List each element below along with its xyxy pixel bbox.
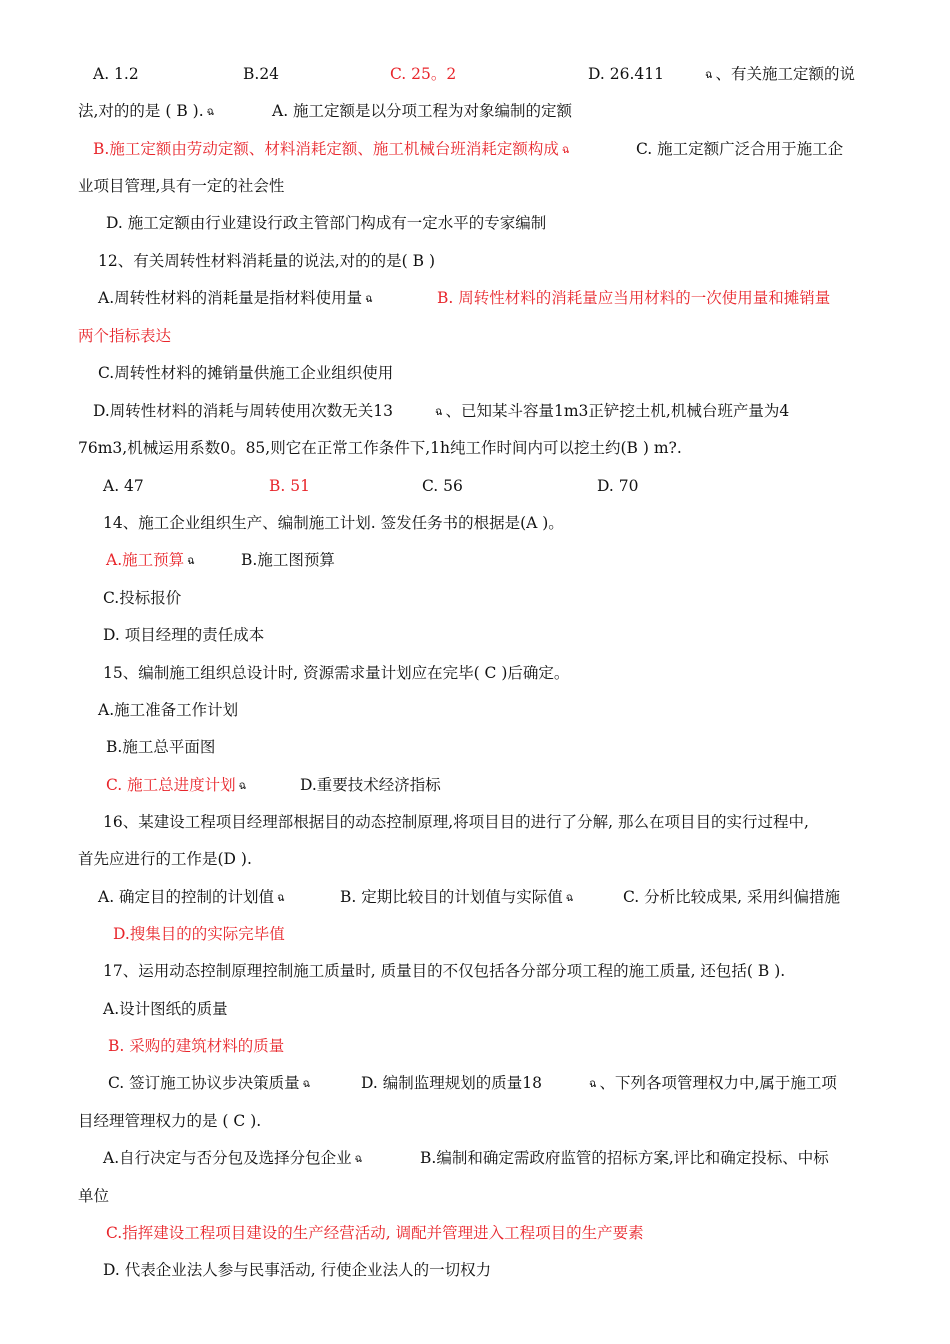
option-d: D. 70 xyxy=(597,477,639,495)
options-row xyxy=(0,1148,950,1168)
question-11-options-row xyxy=(0,64,950,84)
question-stem: 14、施工企业组织生产、编制施工计划. 签发任务书的根据是(A )。 xyxy=(103,514,564,532)
question-stem: 15、编制施工组织总设计时, 资源需求量计划应在完毕( C )后确定。 xyxy=(103,664,570,682)
option-d-correct: D.搜集目的的实际完毕值 xyxy=(113,925,285,943)
option-a: A.设计图纸的质量 xyxy=(103,1000,228,1018)
question-stem: 17、运用动态控制原理控制施工质量时, 质量目的不仅包括各分部分项工程的施工质量, 还包括( B ). xyxy=(103,962,786,980)
option-c: C. 施工定额广泛合用于施工企 xyxy=(636,140,844,158)
separator-icon: ฉ xyxy=(589,1077,597,1090)
options-row xyxy=(0,887,950,907)
option-b-continuation: 单位 xyxy=(78,1187,110,1205)
option-b: B.编制和确定需政府监管的招标方案,评比和确定投标、中标 xyxy=(420,1149,829,1167)
option-b-correct: B. 周转性材料的消耗量应当用材料的一次使用量和摊销量 xyxy=(437,289,831,307)
option-b-correct: B. 51 xyxy=(269,477,310,495)
option-continuation: 业项目管理,具有一定的社会性 xyxy=(78,177,285,195)
option-b-correct: B. 采购的建筑材料的质量 xyxy=(108,1037,285,1055)
separator-icon: ฉ xyxy=(187,554,195,567)
option-c: C.周转性材料的摊销量供施工企业组织使用 xyxy=(98,364,394,382)
option-a: A. 47 xyxy=(103,477,144,495)
option-a: A. 1.2 xyxy=(93,65,139,83)
option-c-correct: C.指挥建设工程项目建设的生产经营活动, 调配并管理进入工程项目的生产要素 xyxy=(106,1224,644,1242)
question-stem: 16、某建设工程项目经理部根据目的动态控制原理,将项目目的进行了分解, 那么在项目目的实行过程中, xyxy=(103,813,809,831)
option-c: C. 56 xyxy=(422,477,463,495)
separator-icon: ฉ xyxy=(365,292,373,305)
option-b: B.施工总平面图 xyxy=(106,738,216,756)
option-d: D. 施工定额由行业建设行政主管部门构成有一定水平的专家编制 xyxy=(106,214,547,232)
options-row xyxy=(0,139,950,159)
separator-icon: ฉ xyxy=(238,779,247,792)
option-a: A. 施工定额是以分项工程为对象编制的定额 xyxy=(272,102,573,120)
option-c: C. 签订施工协议步决策质量 ฉ xyxy=(108,1074,311,1092)
options-row xyxy=(0,476,950,496)
option-a-correct: A.施工预算 ฉ xyxy=(106,551,195,569)
question-12-intro: ฉ 、有关施工定额的说 xyxy=(705,65,856,83)
separator-icon: ฉ xyxy=(561,143,570,156)
question-stem-continuation: 首先应进行的工作是(D ). xyxy=(78,850,252,868)
option-c: C.投标报价 xyxy=(103,589,182,607)
question-18-intro: ฉ 、下列各项管理权力中,属于施工项 xyxy=(589,1074,837,1092)
question-stem: 目经理管理权力的是 ( C ). xyxy=(78,1112,262,1130)
separator-icon: ฉ xyxy=(206,105,215,118)
separator-icon: ฉ xyxy=(277,891,285,904)
question-13-intro: ฉ 、已知某斗容量1m3正铲挖土机,机械台班产量为4 xyxy=(435,402,790,420)
options-row xyxy=(0,1073,950,1093)
options-row xyxy=(0,775,950,795)
option-d: D. 编制监理规划的质量18 xyxy=(361,1074,542,1092)
question-text-row xyxy=(0,101,950,121)
separator-icon: ฉ xyxy=(565,891,574,904)
option-b: B. 定期比较目的计划值与实际值 ฉ xyxy=(340,888,574,906)
question-stem: 法,对的的是 ( B ). ฉ xyxy=(78,102,215,120)
separator-icon: ฉ xyxy=(354,1152,363,1165)
separator-icon: ฉ xyxy=(435,405,443,418)
option-c-correct: C. 25。2 xyxy=(390,65,457,83)
option-c-correct: C. 施工总进度计划 ฉ xyxy=(106,776,247,794)
question-stem: 76m3,机械运用系数0。85,则它在正常工作条件下,1h纯工作时间内可以挖土约(B ) m?. xyxy=(78,439,682,457)
option-b: B.24 xyxy=(243,65,280,83)
option-b-continuation: 两个指标表达 xyxy=(78,327,172,345)
option-d: D.周转性材料的消耗与周转使用次数无关13 xyxy=(93,402,394,420)
option-b: B.施工图预算 xyxy=(241,551,335,569)
options-row xyxy=(0,288,950,308)
option-a: A.自行决定与否分包及选择分包企业 ฉ xyxy=(103,1149,363,1167)
options-row xyxy=(0,401,950,421)
option-d: D. 项目经理的责任成本 xyxy=(103,626,265,644)
separator-icon: ฉ xyxy=(302,1077,311,1090)
question-stem: 12、有关周转性材料消耗量的说法,对的的是( B ) xyxy=(98,252,435,270)
option-a: A.周转性材料的消耗量是指材料使用量 ฉ xyxy=(98,289,373,307)
option-c: C. 分析比较成果, 采用纠偏措施 xyxy=(623,888,841,906)
option-b-correct: B.施工定额由劳动定额、材料消耗定额、施工机械台班消耗定额构成 ฉ xyxy=(93,140,570,158)
option-d: D. 代表企业法人参与民事活动, 行使企业法人的一切权力 xyxy=(103,1261,492,1279)
option-a: A.施工准备工作计划 xyxy=(98,701,239,719)
option-d: D. 26.411 xyxy=(588,65,664,83)
option-d: D.重要技术经济指标 xyxy=(300,776,441,794)
options-row xyxy=(0,550,950,570)
separator-icon: ฉ xyxy=(705,68,713,81)
option-a: A. 确定目的控制的计划值 ฉ xyxy=(98,888,285,906)
